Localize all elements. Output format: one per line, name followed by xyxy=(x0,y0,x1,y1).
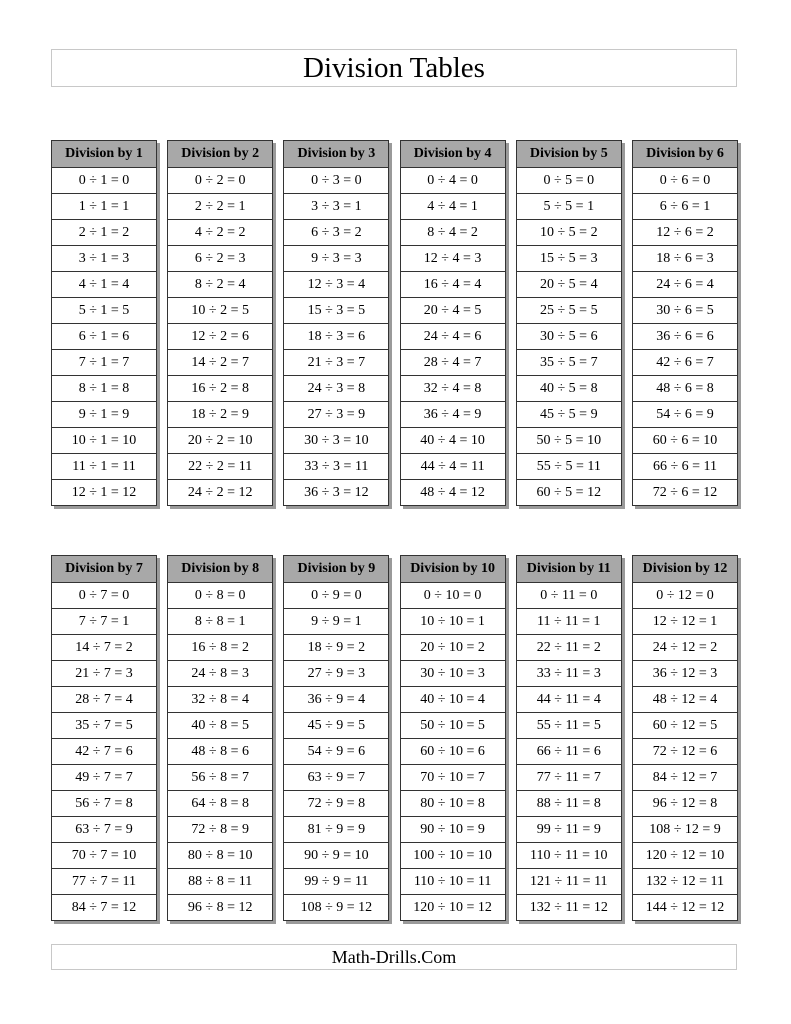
table-row: 10 ÷ 5 = 2 xyxy=(517,220,621,246)
table-row: 36 ÷ 4 = 9 xyxy=(401,402,505,428)
table-row: 33 ÷ 11 = 3 xyxy=(517,661,621,687)
division-table xyxy=(51,140,157,506)
table-row: 45 ÷ 5 = 9 xyxy=(517,402,621,428)
table-row: 88 ÷ 8 = 11 xyxy=(168,869,272,895)
table-row: 15 ÷ 5 = 3 xyxy=(517,246,621,272)
table-row: 40 ÷ 5 = 8 xyxy=(517,376,621,402)
division-table xyxy=(283,140,389,506)
division-table xyxy=(400,140,506,506)
table-row: 55 ÷ 11 = 5 xyxy=(517,713,621,739)
table-row: 12 ÷ 2 = 6 xyxy=(168,324,272,350)
division-table-body xyxy=(400,555,506,921)
table-row: 3 ÷ 3 = 1 xyxy=(284,194,388,220)
table-row: 36 ÷ 12 = 3 xyxy=(633,661,737,687)
table-row: 30 ÷ 3 = 10 xyxy=(284,428,388,454)
table-row: 36 ÷ 9 = 4 xyxy=(284,687,388,713)
table-row: 7 ÷ 7 = 1 xyxy=(52,609,156,635)
division-table-body xyxy=(516,555,622,921)
division-table xyxy=(167,140,273,506)
table-row: 120 ÷ 10 = 12 xyxy=(413,899,492,915)
division-table-body xyxy=(632,140,738,506)
table-row: 24 ÷ 2 = 12 xyxy=(187,484,253,500)
table-row: 77 ÷ 7 = 11 xyxy=(52,869,156,895)
table-row: 0 ÷ 4 = 0 xyxy=(401,168,505,194)
table-row: 18 ÷ 6 = 3 xyxy=(633,246,737,272)
table-header: Division by 6 xyxy=(633,141,737,168)
division-table-body xyxy=(167,555,273,921)
table-row: 108 ÷ 12 = 9 xyxy=(633,817,737,843)
table-row: 72 ÷ 6 = 12 xyxy=(652,484,718,500)
table-row: 21 ÷ 3 = 7 xyxy=(284,350,388,376)
table-header: Division by 2 xyxy=(168,141,272,168)
table-row: 66 ÷ 11 = 6 xyxy=(517,739,621,765)
division-table xyxy=(632,140,738,506)
table-row: 0 ÷ 12 = 0 xyxy=(633,583,737,609)
table-row: 90 ÷ 9 = 10 xyxy=(284,843,388,869)
table-row: 2 ÷ 1 = 2 xyxy=(52,220,156,246)
table-row: 80 ÷ 10 = 8 xyxy=(401,791,505,817)
division-table-body xyxy=(283,555,389,921)
table-row: 3 ÷ 1 = 3 xyxy=(52,246,156,272)
table-row: 81 ÷ 9 = 9 xyxy=(284,817,388,843)
table-row: 8 ÷ 8 = 1 xyxy=(168,609,272,635)
table-row: 44 ÷ 4 = 11 xyxy=(401,454,505,480)
table-row: 49 ÷ 7 = 7 xyxy=(52,765,156,791)
table-row: 0 ÷ 10 = 0 xyxy=(401,583,505,609)
table-row: 48 ÷ 4 = 12 xyxy=(420,484,485,500)
division-table-body xyxy=(400,140,506,506)
table-row: 36 ÷ 6 = 6 xyxy=(633,324,737,350)
table-row: 121 ÷ 11 = 11 xyxy=(517,869,621,895)
table-row: 70 ÷ 7 = 10 xyxy=(52,843,156,869)
table-row: 11 ÷ 11 = 1 xyxy=(517,609,621,635)
table-row: 0 ÷ 11 = 0 xyxy=(517,583,621,609)
table-header: Division by 12 xyxy=(633,556,737,583)
table-row: 20 ÷ 4 = 5 xyxy=(401,298,505,324)
division-table xyxy=(51,555,157,921)
table-row: 60 ÷ 5 = 12 xyxy=(536,484,602,500)
table-row: 72 ÷ 9 = 8 xyxy=(284,791,388,817)
table-row: 96 ÷ 8 = 12 xyxy=(187,899,253,915)
table-row: 15 ÷ 3 = 5 xyxy=(284,298,388,324)
table-row: 27 ÷ 9 = 3 xyxy=(284,661,388,687)
table-row: 0 ÷ 2 = 0 xyxy=(168,168,272,194)
table-row: 12 ÷ 1 = 12 xyxy=(71,484,137,500)
table-row: 120 ÷ 12 = 10 xyxy=(633,843,737,869)
table-row: 18 ÷ 3 = 6 xyxy=(284,324,388,350)
table-row: 0 ÷ 8 = 0 xyxy=(168,583,272,609)
table-row: 14 ÷ 2 = 7 xyxy=(168,350,272,376)
table-row: 72 ÷ 12 = 6 xyxy=(633,739,737,765)
table-row: 28 ÷ 4 = 7 xyxy=(401,350,505,376)
division-table xyxy=(632,555,738,921)
table-row: 48 ÷ 8 = 6 xyxy=(168,739,272,765)
table-row: 28 ÷ 7 = 4 xyxy=(52,687,156,713)
table-row: 6 ÷ 2 = 3 xyxy=(168,246,272,272)
table-row: 64 ÷ 8 = 8 xyxy=(168,791,272,817)
table-row: 12 ÷ 3 = 4 xyxy=(284,272,388,298)
division-table xyxy=(283,555,389,921)
table-row: 60 ÷ 10 = 6 xyxy=(401,739,505,765)
table-row: 6 ÷ 3 = 2 xyxy=(284,220,388,246)
table-row: 10 ÷ 10 = 1 xyxy=(401,609,505,635)
table-row: 9 ÷ 3 = 3 xyxy=(284,246,388,272)
table-row: 24 ÷ 3 = 8 xyxy=(284,376,388,402)
table-row: 10 ÷ 1 = 10 xyxy=(52,428,156,454)
division-table-body xyxy=(51,555,157,921)
table-row: 50 ÷ 10 = 5 xyxy=(401,713,505,739)
table-row: 18 ÷ 2 = 9 xyxy=(168,402,272,428)
table-row: 56 ÷ 8 = 7 xyxy=(168,765,272,791)
table-row: 6 ÷ 6 = 1 xyxy=(633,194,737,220)
table-row: 4 ÷ 2 = 2 xyxy=(168,220,272,246)
table-row: 60 ÷ 6 = 10 xyxy=(633,428,737,454)
division-table xyxy=(516,140,622,506)
table-row: 99 ÷ 9 = 11 xyxy=(284,869,388,895)
division-table-body xyxy=(283,140,389,506)
table-row: 40 ÷ 4 = 10 xyxy=(401,428,505,454)
table-row: 12 ÷ 6 = 2 xyxy=(633,220,737,246)
table-row: 100 ÷ 10 = 10 xyxy=(401,843,505,869)
table-row: 84 ÷ 7 = 12 xyxy=(71,899,137,915)
division-table xyxy=(400,555,506,921)
table-row: 24 ÷ 12 = 2 xyxy=(633,635,737,661)
table-row: 2 ÷ 2 = 1 xyxy=(168,194,272,220)
table-row: 8 ÷ 4 = 2 xyxy=(401,220,505,246)
table-header: Division by 7 xyxy=(52,556,156,583)
table-row: 11 ÷ 1 = 11 xyxy=(52,454,156,480)
table-row: 9 ÷ 1 = 9 xyxy=(52,402,156,428)
division-table xyxy=(516,555,622,921)
table-row: 16 ÷ 2 = 8 xyxy=(168,376,272,402)
table-row: 20 ÷ 5 = 4 xyxy=(517,272,621,298)
table-row: 56 ÷ 7 = 8 xyxy=(52,791,156,817)
page-title: Division Tables xyxy=(51,49,737,87)
table-row: 36 ÷ 3 = 12 xyxy=(304,484,369,500)
table-row: 16 ÷ 8 = 2 xyxy=(168,635,272,661)
table-row: 110 ÷ 10 = 11 xyxy=(401,869,505,895)
table-row: 132 ÷ 11 = 12 xyxy=(529,899,608,915)
table-row: 96 ÷ 12 = 8 xyxy=(633,791,737,817)
table-header: Division by 5 xyxy=(517,141,621,168)
table-row: 7 ÷ 1 = 7 xyxy=(52,350,156,376)
table-row: 5 ÷ 1 = 5 xyxy=(52,298,156,324)
table-row: 80 ÷ 8 = 10 xyxy=(168,843,272,869)
division-table-body xyxy=(516,140,622,506)
table-row: 20 ÷ 2 = 10 xyxy=(168,428,272,454)
table-row: 72 ÷ 8 = 9 xyxy=(168,817,272,843)
table-row: 32 ÷ 8 = 4 xyxy=(168,687,272,713)
division-table-body xyxy=(632,555,738,921)
table-row: 35 ÷ 5 = 7 xyxy=(517,350,621,376)
table-row: 30 ÷ 5 = 6 xyxy=(517,324,621,350)
table-row: 12 ÷ 12 = 1 xyxy=(633,609,737,635)
table-row: 16 ÷ 4 = 4 xyxy=(401,272,505,298)
table-row: 20 ÷ 10 = 2 xyxy=(401,635,505,661)
table-row: 63 ÷ 9 = 7 xyxy=(284,765,388,791)
table-row: 42 ÷ 6 = 7 xyxy=(633,350,737,376)
table-header: Division by 4 xyxy=(401,141,505,168)
table-header: Division by 10 xyxy=(401,556,505,583)
table-row: 144 ÷ 12 = 12 xyxy=(645,899,725,915)
table-row: 54 ÷ 6 = 9 xyxy=(633,402,737,428)
table-row: 40 ÷ 8 = 5 xyxy=(168,713,272,739)
table-header: Division by 3 xyxy=(284,141,388,168)
table-row: 50 ÷ 5 = 10 xyxy=(517,428,621,454)
table-row: 0 ÷ 9 = 0 xyxy=(284,583,388,609)
table-row: 88 ÷ 11 = 8 xyxy=(517,791,621,817)
table-row: 0 ÷ 6 = 0 xyxy=(633,168,737,194)
table-row: 63 ÷ 7 = 9 xyxy=(52,817,156,843)
table-row: 84 ÷ 12 = 7 xyxy=(633,765,737,791)
table-row: 25 ÷ 5 = 5 xyxy=(517,298,621,324)
table-row: 0 ÷ 5 = 0 xyxy=(517,168,621,194)
table-row: 4 ÷ 4 = 1 xyxy=(401,194,505,220)
table-row: 24 ÷ 8 = 3 xyxy=(168,661,272,687)
division-table-body xyxy=(167,140,273,506)
table-row: 4 ÷ 1 = 4 xyxy=(52,272,156,298)
table-row: 30 ÷ 6 = 5 xyxy=(633,298,737,324)
table-row: 12 ÷ 4 = 3 xyxy=(401,246,505,272)
table-row: 90 ÷ 10 = 9 xyxy=(401,817,505,843)
table-row: 0 ÷ 3 = 0 xyxy=(284,168,388,194)
table-row: 99 ÷ 11 = 9 xyxy=(517,817,621,843)
table-row: 48 ÷ 12 = 4 xyxy=(633,687,737,713)
table-row: 77 ÷ 11 = 7 xyxy=(517,765,621,791)
table-row: 42 ÷ 7 = 6 xyxy=(52,739,156,765)
table-row: 1 ÷ 1 = 1 xyxy=(52,194,156,220)
table-row: 32 ÷ 4 = 8 xyxy=(401,376,505,402)
table-row: 10 ÷ 2 = 5 xyxy=(168,298,272,324)
table-row: 0 ÷ 7 = 0 xyxy=(52,583,156,609)
table-header: Division by 8 xyxy=(168,556,272,583)
table-row: 132 ÷ 12 = 11 xyxy=(633,869,737,895)
table-row: 40 ÷ 10 = 4 xyxy=(401,687,505,713)
table-row: 35 ÷ 7 = 5 xyxy=(52,713,156,739)
table-row: 33 ÷ 3 = 11 xyxy=(284,454,388,480)
table-row: 70 ÷ 10 = 7 xyxy=(401,765,505,791)
table-row: 66 ÷ 6 = 11 xyxy=(633,454,737,480)
division-table-body xyxy=(51,140,157,506)
table-row: 8 ÷ 1 = 8 xyxy=(52,376,156,402)
table-row: 45 ÷ 9 = 5 xyxy=(284,713,388,739)
table-row: 24 ÷ 6 = 4 xyxy=(633,272,737,298)
table-row: 24 ÷ 4 = 6 xyxy=(401,324,505,350)
table-row: 18 ÷ 9 = 2 xyxy=(284,635,388,661)
table-row: 48 ÷ 6 = 8 xyxy=(633,376,737,402)
table-row: 30 ÷ 10 = 3 xyxy=(401,661,505,687)
table-row: 54 ÷ 9 = 6 xyxy=(284,739,388,765)
table-header: Division by 9 xyxy=(284,556,388,583)
table-row: 108 ÷ 9 = 12 xyxy=(300,899,373,915)
table-row: 6 ÷ 1 = 6 xyxy=(52,324,156,350)
table-header: Division by 11 xyxy=(517,556,621,583)
table-row: 14 ÷ 7 = 2 xyxy=(52,635,156,661)
table-row: 22 ÷ 2 = 11 xyxy=(168,454,272,480)
table-row: 9 ÷ 9 = 1 xyxy=(284,609,388,635)
table-row: 22 ÷ 11 = 2 xyxy=(517,635,621,661)
footer-credit: Math-Drills.Com xyxy=(51,944,737,970)
table-row: 55 ÷ 5 = 11 xyxy=(517,454,621,480)
table-row: 5 ÷ 5 = 1 xyxy=(517,194,621,220)
table-row: 0 ÷ 1 = 0 xyxy=(52,168,156,194)
table-row: 60 ÷ 12 = 5 xyxy=(633,713,737,739)
table-row: 27 ÷ 3 = 9 xyxy=(284,402,388,428)
table-row: 8 ÷ 2 = 4 xyxy=(168,272,272,298)
table-header: Division by 1 xyxy=(52,141,156,168)
table-row: 110 ÷ 11 = 10 xyxy=(517,843,621,869)
division-table xyxy=(167,555,273,921)
table-row: 21 ÷ 7 = 3 xyxy=(52,661,156,687)
table-row: 44 ÷ 11 = 4 xyxy=(517,687,621,713)
